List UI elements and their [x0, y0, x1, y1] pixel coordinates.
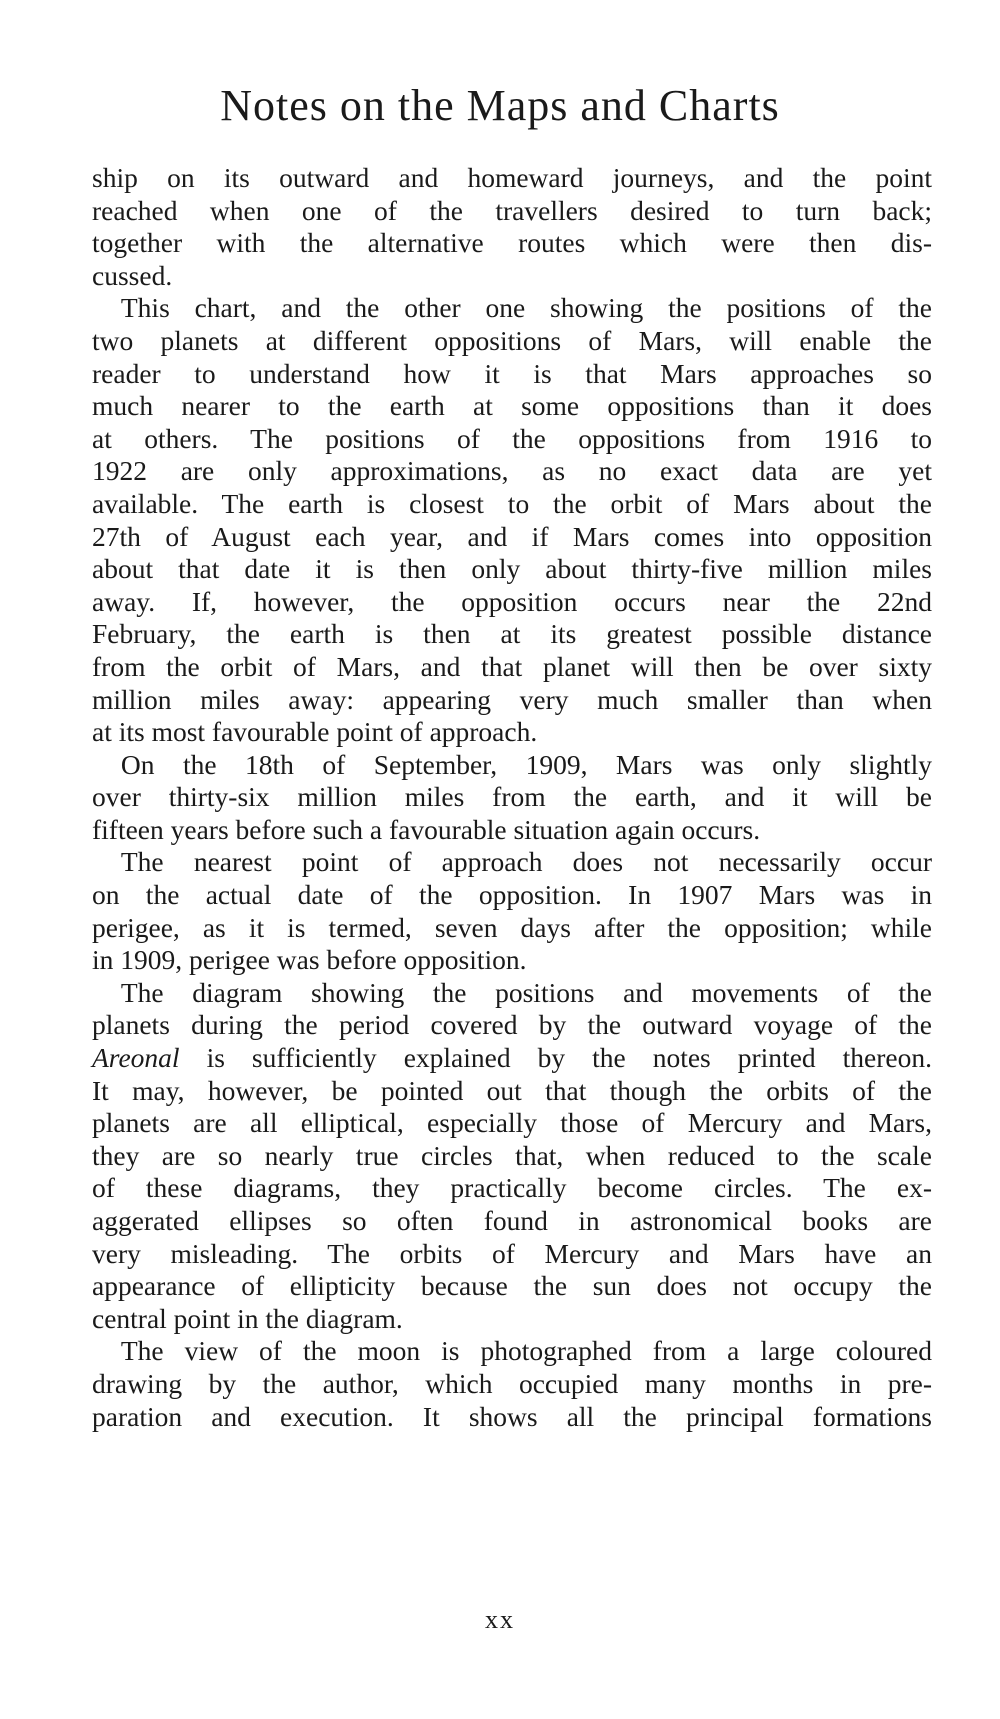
text-line: from the orbit of Mars, and that planet will then be over sixty	[92, 650, 932, 682]
text-line: This chart, and the other one showing the positions of the	[120, 292, 932, 324]
paragraph-continuation	[92, 162, 932, 292]
body-text	[92, 162, 932, 1433]
text-line: February, the earth is then at its greatest possible distance	[92, 618, 932, 650]
text-line: together with the alternative routes which were then dis-	[92, 227, 932, 259]
text-line: over thirty-six million miles from the earth, and it will be	[92, 781, 932, 813]
paragraph-oppositions	[92, 292, 932, 748]
text-line: fifteen years before such a favourable situation again occurs.	[92, 813, 761, 845]
text-line: On the 18th of September, 1909, Mars was only slightly	[120, 748, 932, 780]
text-line: they are so nearly true circles that, when reduced to the scale	[92, 1139, 932, 1171]
text-line: paration and execution. It shows all the principal formations	[92, 1400, 932, 1432]
text-line-areonal	[92, 1042, 932, 1075]
paragraph-diagram	[92, 977, 932, 1336]
text-line: two planets at different oppositions of Mars, will enable the	[92, 324, 932, 356]
text-line: million miles away: appearing very much smaller than when	[92, 683, 932, 715]
text-line: ship on its outward and homeward journeys, and the point	[92, 162, 932, 193]
text-line: The diagram showing the positions and movements of the	[120, 976, 932, 1008]
text-line: 27th of August each year, and if Mars comes into opposition	[92, 520, 932, 552]
text-line: It may, however, be pointed out that though the orbits of the	[92, 1074, 932, 1106]
page-number: xx	[485, 1605, 515, 1634]
text-line: much nearer to the earth at some oppositions than it does	[92, 390, 932, 422]
text-line: The nearest point of approach does not necessarily occur	[120, 846, 932, 878]
text-line: very misleading. The orbits of Mercury and Mars have an	[92, 1237, 932, 1269]
text-line: reached when one of the travellers desired to turn back;	[92, 194, 932, 226]
text-line: planets during the period covered by the outward voyage of the	[92, 1009, 932, 1041]
ship-name-italic: Areonal	[92, 1042, 180, 1074]
text-line: The view of the moon is photographed from a large coloured	[120, 1335, 932, 1367]
text-line: appearance of ellipticity because the sun does not occupy the	[92, 1270, 932, 1302]
text-line: central point in the diagram.	[92, 1302, 403, 1334]
paragraph-perigee	[92, 846, 932, 976]
text-line: on the actual date of the opposition. In 1907 Mars was in	[92, 879, 932, 911]
text-line: about that date it is then only about thirty-five million miles	[92, 553, 932, 585]
text-line-rest: is sufficiently explained by the notes printed thereon.	[179, 1042, 932, 1074]
text-line: at its most favourable point of approach.	[92, 716, 538, 748]
text-line: away. If, however, the opposition occurs near the 22nd	[92, 585, 932, 617]
text-line: aggerated ellipses so often found in astronomical books are	[92, 1205, 932, 1236]
text-line: planets are all elliptical, especially those of Mercury and Mars,	[92, 1107, 932, 1139]
paragraph-1909	[92, 749, 932, 847]
text-line: available. The earth is closest to the orbit of Mars about the	[92, 487, 932, 519]
paragraph-moon	[92, 1335, 932, 1433]
text-line: in 1909, perigee was before opposition.	[92, 944, 527, 976]
running-head-title: Notes on the Maps and Charts	[220, 81, 780, 130]
text-line: reader to understand how it is that Mars approaches so	[92, 357, 932, 389]
text-line: of these diagrams, they practically become circles. The ex-	[92, 1172, 932, 1204]
text-line: cussed.	[92, 259, 173, 291]
text-line: perigee, as it is termed, seven days after the opposition; while	[92, 911, 932, 943]
text-line: 1922 are only approximations, as no exact data are yet	[92, 455, 932, 487]
text-line: drawing by the author, which occupied many months in pre-	[92, 1367, 932, 1399]
text-line: at others. The positions of the oppositions from 1916 to	[92, 422, 932, 454]
